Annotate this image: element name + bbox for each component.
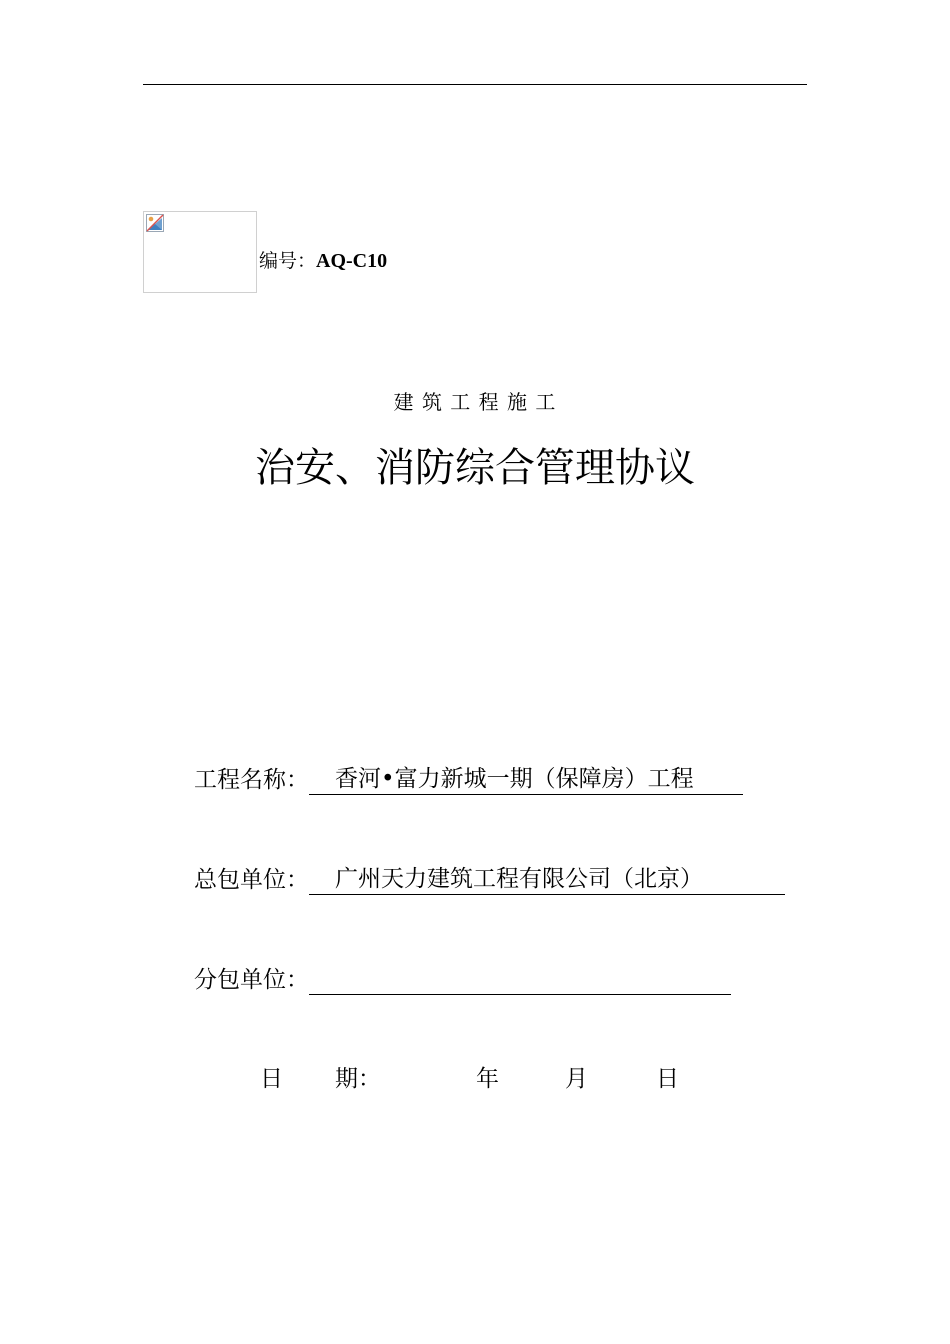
date-label-second-char: 期： [335, 1066, 381, 1092]
document-title: 治安、消防综合管理协议 [255, 445, 695, 491]
subcontractor-field [194, 965, 731, 995]
logo-placeholder [143, 211, 257, 293]
date-row [0, 1064, 950, 1094]
date-year-label: 年 [476, 1066, 499, 1092]
broken-image-icon [146, 214, 164, 232]
header-rule [143, 84, 807, 85]
subcontractor-label: 分包单位： [194, 967, 309, 993]
general-contractor-label: 总包单位： [194, 867, 309, 893]
document-number-label: 编号： [259, 250, 317, 272]
date-day-label: 日 [656, 1066, 679, 1092]
project-name-value: 香河•富力新城一期（保障房）工程 [309, 765, 743, 795]
document-number-value: AQ-C10 [316, 250, 388, 272]
subcontractor-value [309, 965, 731, 995]
project-name-label: 工程名称： [194, 767, 309, 793]
general-contractor-value: 广州天力建筑工程有限公司（北京） [309, 865, 785, 895]
date-month-label: 月 [565, 1066, 588, 1092]
project-name-field [194, 765, 743, 795]
document-number [259, 246, 387, 273]
date-label-first-char: 日 [260, 1066, 283, 1092]
general-contractor-field [194, 865, 785, 895]
document-subtitle: 建 筑 工 程 施 工 [393, 390, 557, 414]
